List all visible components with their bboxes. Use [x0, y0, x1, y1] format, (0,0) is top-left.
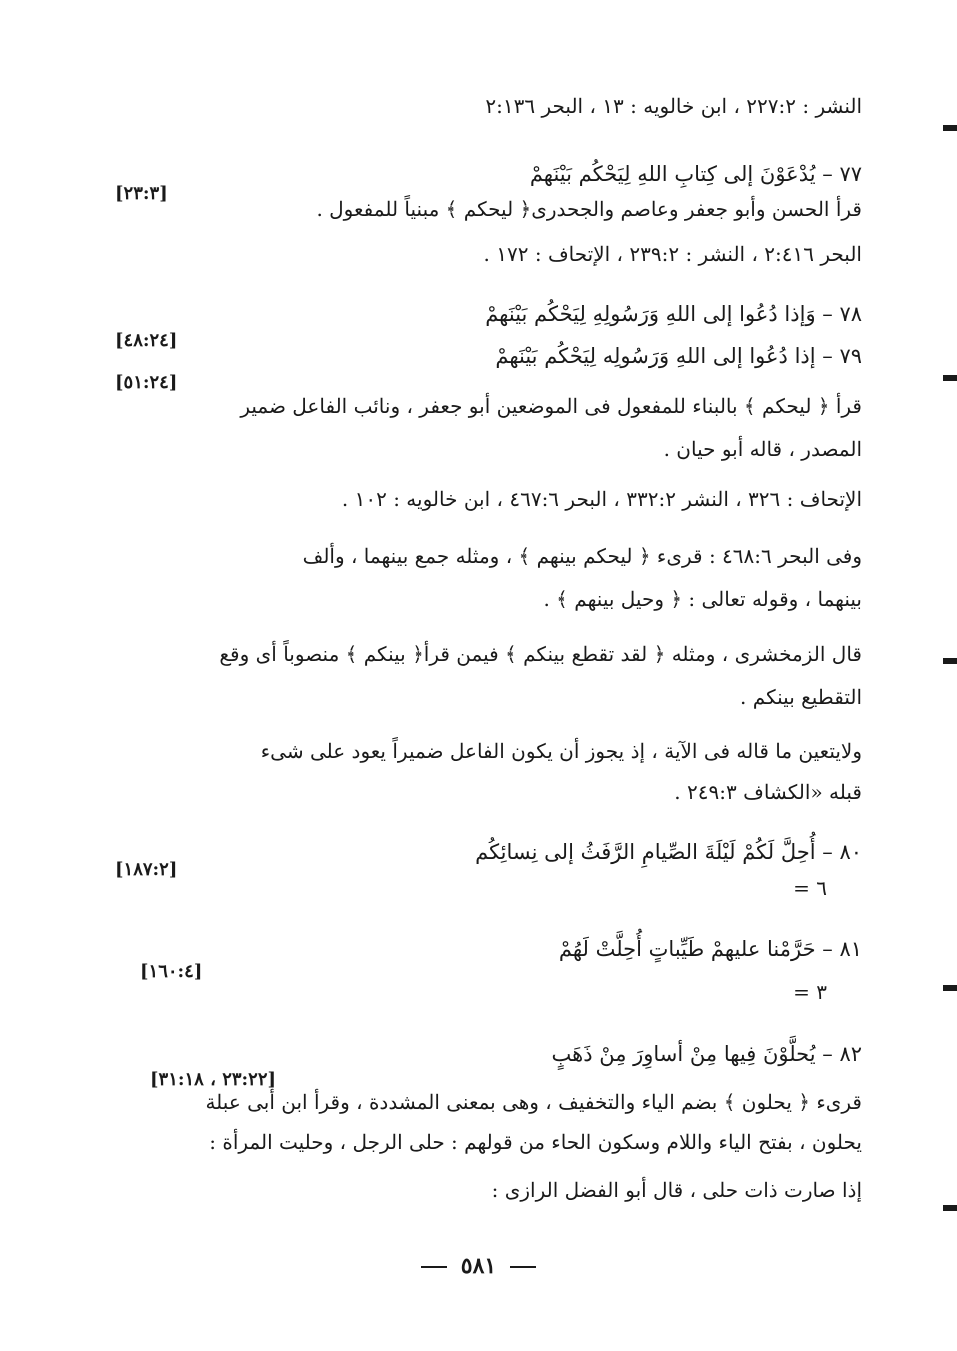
verse-79: ٧٩ – إذا دُعُوا إلى اللهِ وَرَسُولِه لِيَحْكُم بَيْنَهمْ	[495, 344, 862, 368]
text-line: إذا صارت ذات حلى ، قال أبو الفضل الرازى :	[491, 1178, 862, 1202]
margin-mark	[943, 658, 957, 664]
text-line: التقطيع بينكم .	[740, 685, 862, 709]
text-line: النشر : ٢٢٧:٢ ، ابن خالويه : ١٣ ، البحر ٢:١٣٦	[485, 94, 862, 118]
page-number-text: ٥٨١	[460, 1253, 497, 1279]
dash-left	[510, 1266, 536, 1268]
dash-right	[421, 1266, 447, 1268]
text-line: ولايتعين ما قاله فى الآية ، إذ يجوز أن يكون الفاعل ضميراً يعود على شىء	[260, 739, 862, 763]
verse-81: ٨١ – حَرَّمْنا عليهمْ طَيِّباتٍ أُحِلَّتْ لَهُمْ	[558, 937, 862, 961]
verse-ref-81: [١٦٠:٤]	[140, 961, 203, 982]
verse-ref-82: [٢٣:٢٢ ، ٣١:١٨]	[150, 1069, 277, 1090]
text-line: الإتحاف : ٣٢٦ ، النشر ٣٣٢:٢ ، البحر ٤٦٧:٦ ، ابن خالويه : ١٠٢ .	[341, 487, 862, 511]
margin-mark	[943, 375, 957, 381]
verse-82: ٨٢ – يُحلَّوْنَ فِيها مِنْ أساوِرَ مِنْ ذَهَبٍ	[551, 1042, 862, 1066]
text-line: قرأ الحسن وأبو جعفر وعاصم والجحدرى﴿ ليحكم ﴾ مبنياً للمفعول .	[316, 197, 862, 221]
text-line: وفى البحر ٤٦٨:٦ : قرىء ﴿ ليحكم بينهم ﴾ ، ومثله جمع بينهما ، وألف	[302, 544, 862, 568]
text-line: بينهما ، وقوله تعالى : ﴿ وحيل بينهم ﴾ .	[543, 587, 862, 611]
verse-80: ٨٠ – أُحِلَّ لَكُمْ لَيْلَةَ الصِّيامِ الرَّفَثُ إلى نِسائِكُم	[475, 840, 862, 864]
verse-ref-79: [٥١:٢٤]	[115, 372, 178, 393]
margin-mark	[943, 125, 957, 131]
repeat-count-80: = ٦	[793, 876, 827, 900]
verse-ref-77: [٢٣:٣]	[115, 183, 168, 204]
text-line: البحر ٢:٤١٦ ، النشر : ٢٣٩:٢ ، الإتحاف : ١٧٢ .	[483, 242, 862, 266]
verse-77: ٧٧ – يُدْعَوْنَ إلى كِتابِ اللهِ لِيَحْكُم بَيْنَهمْ	[529, 162, 862, 186]
verse-ref-80: [١٨٧:٢]	[115, 859, 178, 880]
margin-mark	[943, 985, 957, 991]
verse-ref-78: [٤٨:٢٤]	[115, 330, 178, 351]
text-line: قبله «الكشاف ٢٤٩:٣ .	[674, 780, 862, 804]
margin-mark	[943, 1205, 957, 1211]
text-line: المصدر ، قاله أبو حيان .	[663, 437, 862, 461]
text-line: يحلون ، بفتح الياء واللام وسكون الحاء من قولهم : حلى الرجل ، وحليت المرأة :	[209, 1130, 862, 1154]
text-line: قرىء ﴿ يحلون ﴾ بضم الياء والتخفيف ، وهى بمعنى المشددة ، وقرأ ابن أبى عبلة	[205, 1090, 862, 1114]
text-line: قال الزمخشرى ، ومثله ﴿ لقد تقطع بينكم ﴾ فيمن قرأ﴿ بينكم ﴾ منصوباً أى وقع	[219, 642, 862, 666]
text-line: قرأ ﴿ ليحكم ﴾ بالبناء للمفعول فى الموضعين أبو جعفر ، ونائب الفاعل ضمير	[240, 394, 862, 418]
verse-78: ٧٨ – وَإذا دُعُوا إلى اللهِ وَرَسُولِهِ لِيَحْكُم بَيْنَهمْ	[485, 302, 862, 326]
page-number	[0, 1253, 957, 1279]
repeat-count-81: = ٣	[793, 980, 827, 1004]
